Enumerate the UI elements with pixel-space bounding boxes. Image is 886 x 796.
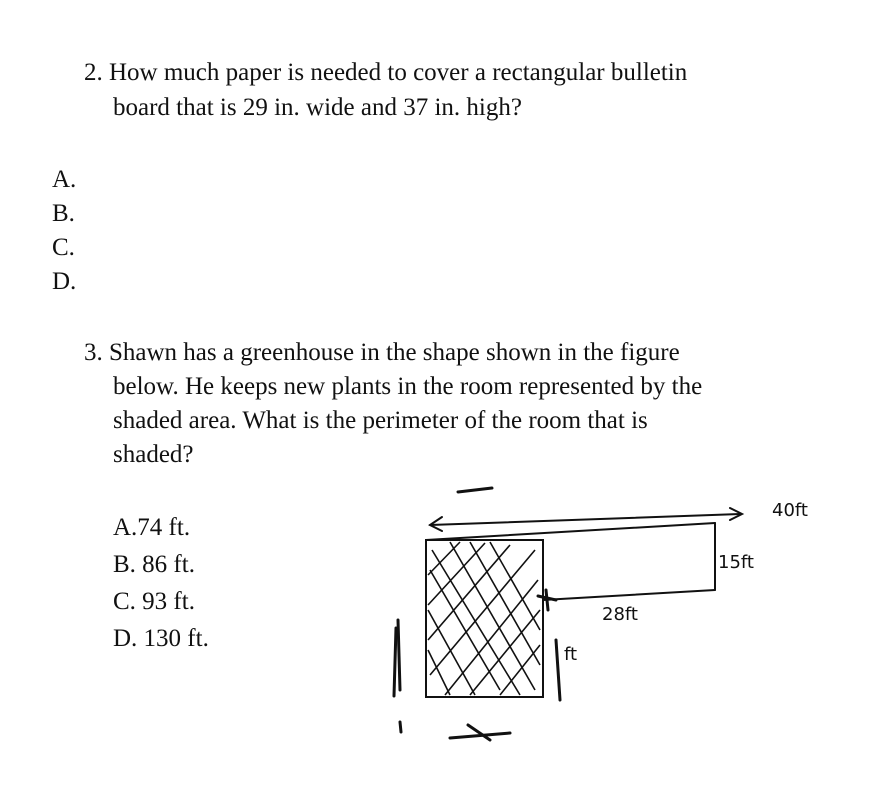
q3-choice-d[interactable]: D. 130 ft. <box>113 625 209 652</box>
hatching <box>428 542 540 695</box>
label-right-height: 15ft <box>718 552 754 573</box>
q2-choice-c[interactable]: C. <box>52 234 75 261</box>
label-bottom-width: 28ft <box>602 604 638 625</box>
q2-choice-b[interactable]: B. <box>52 200 75 227</box>
q3-line-1: 3. Shawn has a greenhouse in the shape shown in the figure <box>84 339 680 366</box>
label-top-total: 40ft <box>772 500 808 521</box>
q2-line-1: 2. How much paper is needed to cover a rectangular bulletin <box>84 59 688 86</box>
label-left-mark: ft <box>564 644 578 665</box>
greenhouse-outline <box>426 523 715 697</box>
top-dimension-arrow <box>430 508 742 531</box>
q2-choice-d[interactable]: D. <box>52 268 77 295</box>
q3-line-3: shaded area. What is the perimeter of the room that is <box>113 407 648 434</box>
q2-choice-a[interactable]: A. <box>52 166 77 193</box>
q3-choice-a[interactable]: A.74 ft. <box>113 514 191 541</box>
q3-choice-b[interactable]: B. 86 ft. <box>113 551 195 578</box>
q3-line-4: shaded? <box>113 441 194 468</box>
greenhouse-figure <box>370 470 850 760</box>
scribbles <box>394 488 560 740</box>
q3-choice-c[interactable]: C. 93 ft. <box>113 588 195 615</box>
q3-line-2: below. He keeps new plants in the room represented by the <box>113 373 703 400</box>
q2-line-2: board that is 29 in. wide and 37 in. high? <box>113 94 522 121</box>
